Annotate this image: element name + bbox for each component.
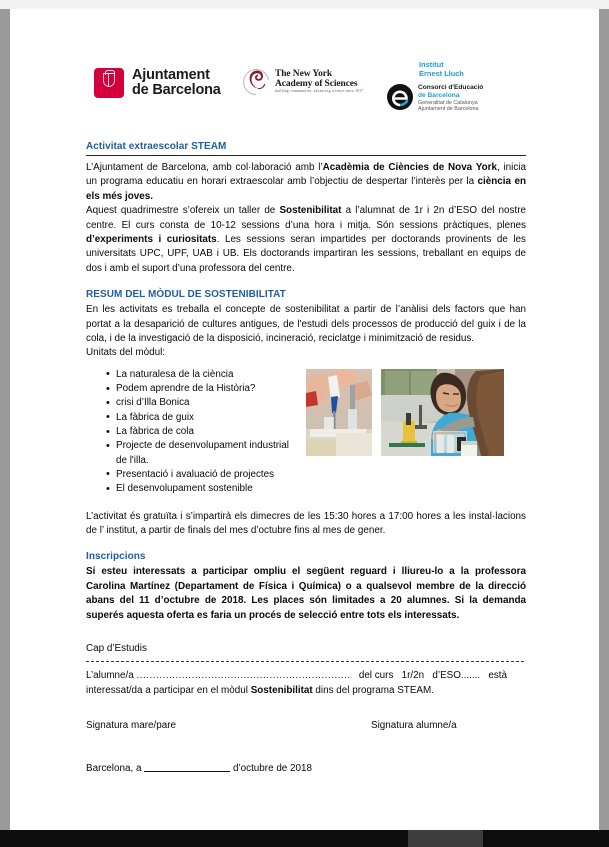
alumne-name-blank[interactable]: .................................................................. bbox=[136, 670, 351, 682]
place-label: Barcelona, a bbox=[86, 762, 142, 774]
del-curs-label: del curs bbox=[358, 670, 394, 682]
consorci-educacio-logo bbox=[386, 83, 496, 113]
unitats-label: Unitats del mòdul: bbox=[86, 347, 166, 359]
intro-p2-a: Aquest quadrimestre s’ofereix un taller de bbox=[86, 205, 280, 217]
consorci-e-icon bbox=[386, 83, 414, 111]
interessat-c: dins del programa STEAM. bbox=[312, 684, 434, 696]
schedule-paragraph: L’activitat és gratuïta i s’impartirà els dimecres de les 15:30 hores a 17:00 hores a les instal·lacions de l’ institut, a partir de finals del mes d’octubre fins al mes de gener. bbox=[86, 510, 526, 536]
logo-band bbox=[86, 61, 526, 119]
interessat-line bbox=[86, 684, 526, 698]
intro-paragraph-2 bbox=[86, 204, 526, 276]
heading-activitat-steam: Activitat extraescolar STEAM bbox=[86, 141, 227, 152]
ajuntament-logo-line2: de Barcelona bbox=[132, 82, 221, 99]
intro-p2-e: . Les sessions seran impartides per doctorands provinents de les universitats UPC, UPF, UAB i UB. Els doctorands impartiran les sessions, treballant en equips de dos i amb el suport d’una professora del centre. bbox=[86, 234, 526, 274]
alumna-laboratori-photo bbox=[381, 369, 504, 456]
alumne-label: L’alumne/a bbox=[86, 670, 134, 682]
intro-p1-c: , inicia un programa educatiu en horari extraescolar amb l’objectiu de despertar l’interès per la bbox=[86, 162, 526, 188]
intro-p2-bold-experiments: d’experiments i curiositats bbox=[86, 234, 217, 246]
list-item: • Presentació i avaluació de projectes bbox=[106, 468, 302, 482]
viewer-bottom-bar[interactable] bbox=[0, 830, 609, 847]
inscripcions-paragraph: Si esteu interessats a participar ompliu el següent reguard i lliureu-lo a la professora Carolina Martínez (Departament de Física i Química) o a qualsevol membre de la direcció abans del 11 d’octubre de 2018. Les places són limitades a 20 alumnes. Si la demanda superés aquesta oferta es faria un procés de selecció entre tots els interessats. bbox=[86, 566, 526, 621]
intro-p2-c: a l’alumnat de 1r i 2n d’ESO del nostre centre. El curs consta de 10-12 sessions d’una hora i mitja. Són sessions pràctiques, plenes bbox=[86, 205, 527, 231]
units-and-photos bbox=[86, 368, 526, 497]
institut-logo-line1: Institut bbox=[419, 60, 444, 69]
photo-group bbox=[306, 368, 504, 456]
list-item: • El desenvolupament sostenible bbox=[106, 482, 302, 496]
cap-estudis-label: Cap d’Estudis bbox=[86, 642, 147, 654]
list-item: • La naturalesa de la ciència bbox=[106, 368, 302, 382]
institut-ernest-lluch-logo bbox=[386, 61, 496, 113]
alumne-line bbox=[86, 669, 526, 683]
nyas-spiral-icon bbox=[241, 67, 271, 97]
consorci-line4: Ajuntament de Barcelona bbox=[418, 106, 479, 113]
signature-student-label: Signatura alumne/a bbox=[371, 720, 457, 732]
intro-p1-bold-ciencia: ciència en els més joves. bbox=[86, 176, 526, 202]
heading-divider bbox=[86, 155, 526, 156]
eso-blank[interactable]: d’ESO....... bbox=[432, 670, 481, 682]
barcelona-coat-of-arms-icon bbox=[94, 68, 124, 98]
viewer-right-gutter bbox=[599, 9, 609, 830]
list-item: • La fàbrica de cola bbox=[106, 425, 302, 439]
nyas-logo-tagline: building communities, advancing science since 1817 bbox=[275, 89, 364, 94]
intro-p1-bold-academia: Acadèmia de Ciències de Nova York bbox=[322, 162, 497, 173]
bottom-bar-highlight-segment[interactable] bbox=[408, 830, 483, 847]
ajuntament-logo-line1: Ajuntament bbox=[132, 67, 210, 83]
heading-inscripcions: Inscripcions bbox=[86, 551, 146, 563]
list-item: • crisi d’Illa Bonica bbox=[106, 396, 302, 410]
date-blank-field[interactable] bbox=[144, 761, 230, 772]
place-date-line bbox=[86, 761, 526, 776]
form-cut-line bbox=[86, 661, 526, 662]
intro-p2-bold-sostenibilitat: Sostenibilitat bbox=[279, 205, 342, 217]
consorci-line3: Generalitat de Catalunya bbox=[418, 99, 478, 106]
consorci-logo-text bbox=[418, 83, 483, 113]
alumnes-pipetejant-photo bbox=[306, 369, 372, 456]
list-item: • Podem aprendre de la Història? bbox=[106, 382, 302, 396]
nyas-logo-line1: The New York bbox=[275, 68, 333, 79]
intro-paragraph-1 bbox=[86, 161, 526, 204]
interessat-a: interessat/da a participar en el mòdul bbox=[86, 684, 251, 696]
nyas-logo-text bbox=[275, 70, 363, 94]
nyas-logo-line2: Academy of Sciences bbox=[275, 78, 358, 89]
new-york-academy-of-sciences-logo bbox=[241, 67, 363, 97]
list-item: • Projecte de desenvolupament industrial de l'illa. bbox=[106, 439, 302, 468]
esta-word: està bbox=[488, 670, 508, 682]
list-item: • La fàbrica de guix bbox=[106, 411, 302, 425]
date-tail: d’octubre de 2018 bbox=[232, 762, 313, 774]
heading-resum-modul: RESUM DEL MÒDUL DE SOSTENIBILITAT bbox=[86, 289, 286, 301]
ajuntament-de-barcelona-logo bbox=[94, 68, 221, 98]
document-content bbox=[86, 61, 526, 776]
intro-p1-a: L’Ajuntament de Barcelona, amb col·laboració amb l’ bbox=[86, 162, 323, 173]
signature-row bbox=[86, 719, 526, 733]
signature-student-cell bbox=[371, 719, 457, 733]
viewer-left-gutter bbox=[0, 9, 10, 830]
units-list bbox=[86, 368, 302, 497]
signature-parent-label: Signatura mare/pare bbox=[86, 720, 177, 732]
resum-paragraph: En les activitats es treballa el concepte de sostenibilitat a partir de l’anàlisi dels factors que han portat a la desaparició de cultures antigues, de l'estudi dels processos de producció del guix i de la cola, i de la investigació de la disposició, incineració, reciclatge i minimització de residus. bbox=[86, 304, 526, 345]
document-page bbox=[10, 9, 599, 830]
interessat-bold-sostenibilitat: Sostenibilitat bbox=[250, 684, 313, 696]
institut-logo-title bbox=[419, 61, 496, 79]
consorci-line1: Consorci d'Educació bbox=[418, 83, 484, 91]
curs-value[interactable]: 1r/2n bbox=[401, 670, 425, 682]
signature-parent-cell bbox=[86, 719, 371, 733]
institut-logo-line2: Ernest Lluch bbox=[419, 68, 464, 78]
consorci-line2: de Barcelona bbox=[418, 91, 460, 99]
ajuntament-logo-text bbox=[132, 68, 221, 98]
